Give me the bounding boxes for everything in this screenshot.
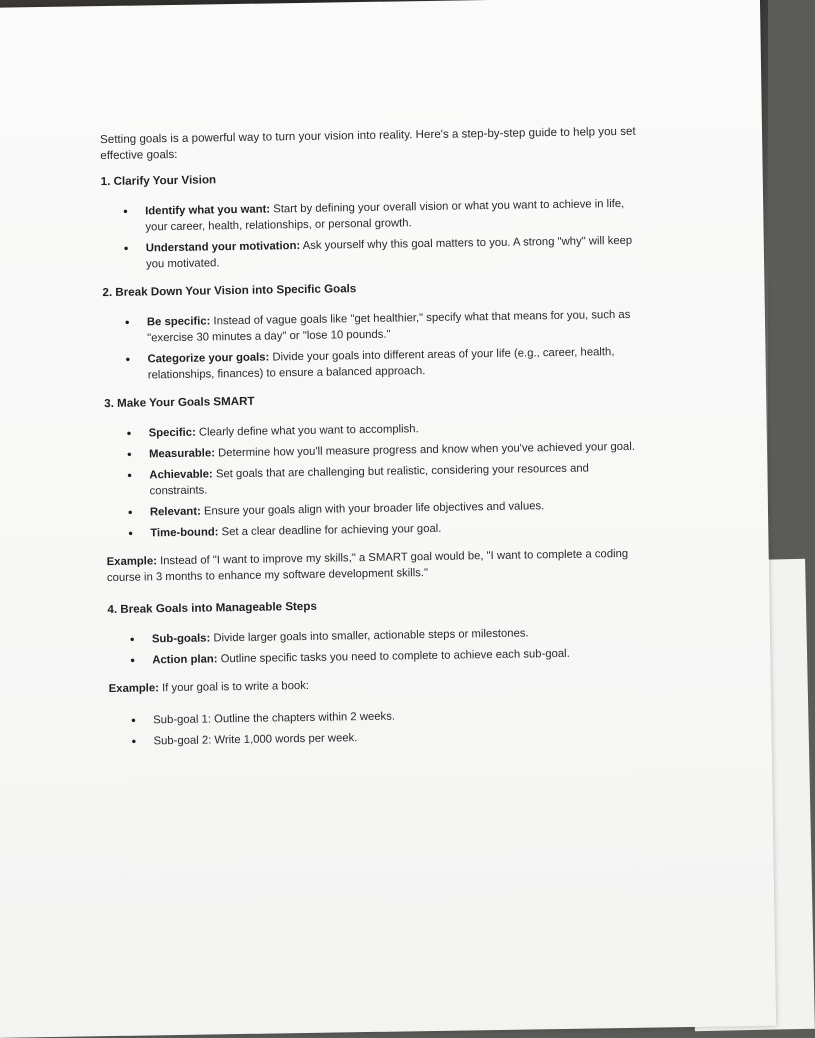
example-paragraph [109, 673, 649, 697]
sub-goal-list [109, 705, 650, 750]
item-term: Identify what you want: [145, 203, 271, 218]
item-text: Divide your goals into different areas of your life (e.g., career, health, relationships, finances) to ensure a balanced approach. [147, 346, 615, 382]
list-item [152, 624, 648, 648]
section-heading: 3. Make Your Goals SMART [104, 394, 255, 411]
section-heading: 1. Clarify Your Vision [100, 173, 217, 189]
section-heading: 2. Break Down Your Vision into Specific Goals [102, 282, 357, 300]
item-text: Ask yourself why this goal matters to you. A strong "why" will keep you motivated. [145, 234, 633, 271]
item-term: Be specific: [146, 315, 211, 329]
list-item [146, 233, 642, 273]
item-text: Start by defining your overall vision or what you want to achieve in life, your career, health, relationships, or personal growth. [145, 197, 625, 234]
list-item [150, 497, 646, 521]
item-term: Action plan: [152, 653, 218, 667]
section-specific-goals [102, 277, 643, 384]
list-item: • Sub-goal 1: Outline the chapters within 2 weeks. [153, 705, 649, 729]
item-text: Instead of vague goals like "get healthier," specify what that means for you, such as "exercise 30 minutes a day" or "lose 10 pounds." [147, 308, 631, 345]
item-term: Relevant: [149, 505, 201, 519]
list-item [145, 196, 641, 236]
item-term: Measurable: [148, 447, 216, 461]
item-term: Achievable: [149, 468, 213, 482]
document-content [100, 124, 650, 762]
list-item [149, 460, 645, 500]
item-term: Understand your motivation: [145, 240, 301, 255]
bullet-list [108, 624, 649, 669]
example-paragraph [107, 546, 647, 586]
section-smart-goals [104, 388, 647, 586]
item-text: Set goals that are challenging but realistic, considering your resources and constraints. [149, 462, 589, 498]
item-term: Time-bound: [150, 526, 219, 540]
item-term: Specific: [148, 426, 196, 440]
section-heading: 4. Break Goals into Manageable Steps [107, 599, 317, 617]
item-text: Set a clear deadline for achieving your goal. [218, 522, 442, 539]
section-manageable-steps [107, 594, 649, 750]
item-term: Categorize your goals: [147, 351, 270, 366]
item-text: Outline specific tasks you need to complete to achieve each sub-goal. [217, 647, 570, 666]
list-item [147, 307, 643, 347]
item-text: Clearly define what you want to accomplish. [195, 423, 419, 439]
item-text: Ensure your goals align with your broader life objectives and values. [200, 500, 545, 518]
example-label: Example: [108, 682, 160, 696]
list-item [152, 645, 648, 669]
bullet-list [105, 418, 647, 542]
example-text: If your goal is to write a book: [158, 679, 310, 695]
list-item: • Sub-goal 2: Write 1,000 words per week. [153, 726, 649, 750]
item-term: Sub-goals: [151, 632, 211, 646]
list-item [149, 439, 645, 463]
example-text: Instead of "I want to improve my skills," a SMART goal would be, "I want to complete a coding course in 3 months to enhance my software development skills." [106, 547, 629, 585]
item-text: Divide larger goals into smaller, actionable steps or milestones. [210, 627, 529, 645]
item-text: Determine how you'll measure progress and know when you've achieved your goal. [214, 440, 636, 460]
intro-paragraph: Setting goals is a powerful way to turn your vision into reality. Here's a step-by-step guide to help you set effective goals: [99, 124, 636, 163]
list-item [147, 344, 643, 384]
section-clarify-vision [101, 166, 642, 273]
list-item [149, 418, 645, 442]
bullet-list [101, 196, 642, 273]
bullet-list [103, 307, 644, 384]
list-item [150, 518, 646, 542]
example-label: Example: [106, 555, 158, 569]
